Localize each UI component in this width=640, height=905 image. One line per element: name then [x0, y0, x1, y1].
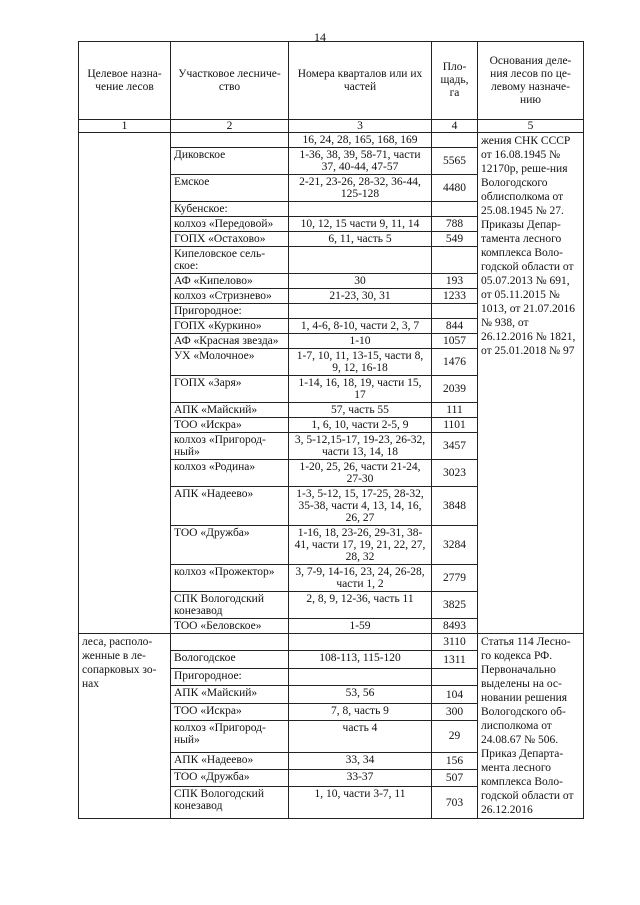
quarters-cell: 21-23, 30, 31	[289, 289, 432, 304]
area-cell: 2039	[432, 376, 478, 403]
quarters-cell: 33, 34	[289, 752, 432, 769]
area-cell: 156	[432, 752, 478, 769]
quarters-cell: 1-20, 25, 26, части 21-24, 27-30	[289, 460, 432, 487]
header-purpose: Целевое назна-чение лесов	[79, 42, 171, 120]
area-cell: 507	[432, 770, 478, 787]
forestry-cell: ТОО «Искра»	[171, 418, 289, 433]
forestry-cell: колхоз «Родина»	[171, 460, 289, 487]
column-number: 1	[79, 120, 171, 133]
quarters-cell: 16, 24, 28, 165, 168, 169	[289, 133, 432, 148]
area-cell: 111	[432, 403, 478, 418]
quarters-cell: 2-21, 23-26, 28-32, 36-44, 125-128	[289, 175, 432, 202]
quarters-cell: 1-16, 18, 23-26, 29-31, 38-41, части 17, 19, 21, 22, 27, 28, 32	[289, 526, 432, 565]
header-basis: Основания деле-ния лесов по це-левому назначе-нию	[478, 42, 584, 120]
forestry-cell: Вологодское	[171, 651, 289, 668]
quarters-cell	[289, 304, 432, 319]
header-row	[79, 42, 584, 120]
area-cell: 3848	[432, 487, 478, 526]
quarters-cell: 1-7, 10, 11, 13-15, части 8, 9, 12, 16-18	[289, 349, 432, 376]
forestry-cell: УХ «Молочное»	[171, 349, 289, 376]
forestry-cell: Емское	[171, 175, 289, 202]
area-cell: 5565	[432, 148, 478, 175]
area-cell: 4480	[432, 175, 478, 202]
forestry-cell: АПК «Майский»	[171, 686, 289, 703]
forestry-cell: ГОПХ «Куркино»	[171, 319, 289, 334]
forestry-cell: АПК «Надеево»	[171, 487, 289, 526]
area-cell	[432, 202, 478, 217]
area-cell: 844	[432, 319, 478, 334]
forestry-cell: ГОПХ «Остахово»	[171, 232, 289, 247]
quarters-cell: 30	[289, 274, 432, 289]
quarters-cell	[289, 247, 432, 274]
quarters-cell: 1-59	[289, 619, 432, 634]
basis-cell: жения СНК СССР от 16.08.1945 № 12170р, реше-ния Вологодского облисполкома от 25.08.1945 № 27. Приказы Депар-тамента лесного комплекса Воло-годской области от 05.07.2013 № 691, от 05.11.2015 № 1013, от 21.07.2016 № 938, от 26.12.2016 № 1821, от 25.01.2018 № 97	[478, 133, 584, 634]
area-cell: 1101	[432, 418, 478, 433]
area-cell: 549	[432, 232, 478, 247]
area-cell	[432, 247, 478, 274]
column-number: 5	[478, 120, 584, 133]
header-forestry: Участковое лесниче-ство	[171, 42, 289, 120]
basis-cell: Статья 114 Лесно-го кодекса РФ. Первоначально выделены на ос-новании решения Вологодского об-лисполкома от 24.08.67 № 506. Приказ Департа-мента лесного комплекса Воло-годской области от 26.12.2016	[478, 634, 584, 819]
forest-purpose-table	[78, 41, 584, 819]
column-number: 2	[171, 120, 289, 133]
page-number: 14	[314, 30, 326, 44]
area-cell	[432, 304, 478, 319]
forestry-cell	[171, 133, 289, 148]
area-cell: 29	[432, 721, 478, 752]
header-area: Пло-щадь, га	[432, 42, 478, 120]
quarters-cell: 3, 7-9, 14-16, 23, 24, 26-28, части 1, 2	[289, 565, 432, 592]
forestry-cell	[171, 634, 289, 651]
forestry-cell: колхоз «Передовой»	[171, 217, 289, 232]
quarters-cell	[289, 634, 432, 651]
forestry-cell: ТОО «Дружба»	[171, 770, 289, 787]
purpose-cell	[79, 133, 171, 634]
header-quarters: Номера кварталов или их частей	[289, 42, 432, 120]
quarters-cell: 1-10	[289, 334, 432, 349]
forestry-cell: колхоз «Стризнево»	[171, 289, 289, 304]
area-cell: 2779	[432, 565, 478, 592]
area-cell: 3825	[432, 592, 478, 619]
forestry-cell: колхоз «Пригород-ный»	[171, 433, 289, 460]
quarters-cell: 1, 10, части 3-7, 11	[289, 787, 432, 819]
quarters-cell: часть 4	[289, 721, 432, 752]
quarters-cell: 6, 11, часть 5	[289, 232, 432, 247]
column-number: 4	[432, 120, 478, 133]
area-cell: 1057	[432, 334, 478, 349]
forestry-cell: ТОО «Беловское»	[171, 619, 289, 634]
area-cell: 3457	[432, 433, 478, 460]
forestry-cell: СПК Вологодский конезавод	[171, 787, 289, 819]
quarters-cell: 7, 8, часть 9	[289, 703, 432, 720]
quarters-cell: 3, 5-12,15-17, 19-23, 26-32, части 13, 14, 18	[289, 433, 432, 460]
forestry-cell: Кипеловское сель-ское:	[171, 247, 289, 274]
forestry-cell: СПК Вологодский конезавод	[171, 592, 289, 619]
column-number: 3	[289, 120, 432, 133]
area-cell	[432, 668, 478, 685]
forestry-cell: Пригородное:	[171, 668, 289, 685]
quarters-cell: 1-3, 5-12, 15, 17-25, 28-32, 35-38, части 4, 13, 14, 16, 26, 27	[289, 487, 432, 526]
area-cell: 3023	[432, 460, 478, 487]
area-cell: 788	[432, 217, 478, 232]
forestry-cell: колхоз «Прожектор»	[171, 565, 289, 592]
forestry-cell: колхоз «Пригород-ный»	[171, 721, 289, 752]
area-cell: 8493	[432, 619, 478, 634]
forestry-cell: АФ «Красная звезда»	[171, 334, 289, 349]
purpose-cell: леса, располо-женные в ле-сопарковых зо-нах	[79, 634, 171, 819]
table-row	[79, 133, 584, 148]
quarters-cell: 1, 4-6, 8-10, части 2, 3, 7	[289, 319, 432, 334]
quarters-cell: 1-14, 16, 18, 19, части 15, 17	[289, 376, 432, 403]
area-cell: 193	[432, 274, 478, 289]
quarters-cell: 1, 6, 10, части 2-5, 9	[289, 418, 432, 433]
area-cell: 1311	[432, 651, 478, 668]
forestry-cell: Пригородное:	[171, 304, 289, 319]
area-cell: 1476	[432, 349, 478, 376]
quarters-cell: 108-113, 115-120	[289, 651, 432, 668]
forestry-cell: АФ «Кипелово»	[171, 274, 289, 289]
area-cell: 1233	[432, 289, 478, 304]
area-cell: 703	[432, 787, 478, 819]
quarters-cell	[289, 202, 432, 217]
quarters-cell: 57, часть 55	[289, 403, 432, 418]
quarters-cell: 53, 56	[289, 686, 432, 703]
quarters-cell: 10, 12, 15 части 9, 11, 14	[289, 217, 432, 232]
forestry-cell: ТОО «Искра»	[171, 703, 289, 720]
forestry-cell: АПК «Майский»	[171, 403, 289, 418]
forestry-cell: АПК «Надеево»	[171, 752, 289, 769]
area-cell: 3110	[432, 634, 478, 651]
forestry-cell: Кубенское:	[171, 202, 289, 217]
column-number-row	[79, 120, 584, 133]
area-cell: 300	[432, 703, 478, 720]
quarters-cell	[289, 668, 432, 685]
quarters-cell: 2, 8, 9, 12-36, часть 11	[289, 592, 432, 619]
forestry-cell: Диковское	[171, 148, 289, 175]
forestry-cell: ГОПХ «Заря»	[171, 376, 289, 403]
forestry-cell: ТОО «Дружба»	[171, 526, 289, 565]
table-row	[79, 634, 584, 651]
quarters-cell: 1-36, 38, 39, 58-71, части 37, 40-44, 47-57	[289, 148, 432, 175]
quarters-cell: 33-37	[289, 770, 432, 787]
area-cell: 104	[432, 686, 478, 703]
area-cell	[432, 133, 478, 148]
area-cell: 3284	[432, 526, 478, 565]
